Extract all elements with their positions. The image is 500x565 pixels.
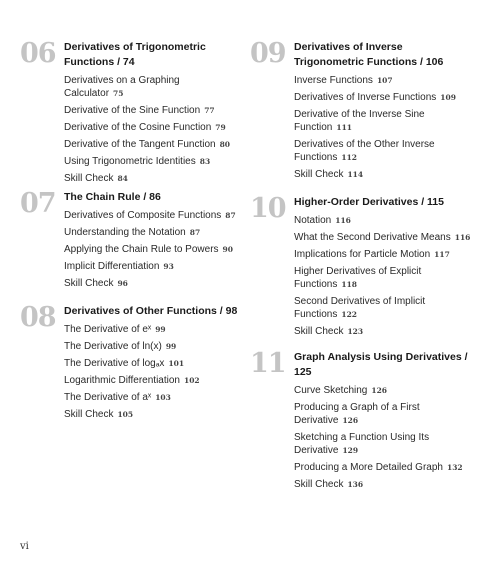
toc-entry[interactable] [64,408,239,421]
entry-page: 93 [163,262,174,271]
toc-entry[interactable] [294,168,474,181]
entry-page: 112 [341,153,358,162]
entry-text: Using Trigonometric Identities [64,156,196,167]
entry-page: 117 [434,250,450,259]
entry-text: Implications for Particle Motion [294,249,431,260]
chapter-number: 08 [20,302,56,333]
toc-entry[interactable] [64,74,239,100]
chapter-number: 11 [250,348,286,379]
entry-page: 79 [215,123,226,132]
entry-text: Skill Check [294,326,344,337]
entry-text: The Derivative of eˣ [64,324,152,335]
entry-page: 84 [117,174,128,183]
toc-entry[interactable] [294,108,474,134]
chapter-number: 07 [20,188,56,219]
entry-page: 75 [113,89,124,98]
toc-entry[interactable] [294,325,474,338]
entry-text: Implicit Differentiation [64,261,160,272]
entry-text: Logarithmic Differentiation [64,375,180,386]
chapter-number: 09 [250,38,286,69]
entry-text: The Derivative of aˣ [64,392,152,403]
entry-page: 99 [155,325,166,334]
entry-page: 80 [219,140,231,149]
toc-entry[interactable] [294,74,474,87]
entry-text: Derivative of the Tangent Function [64,139,216,150]
entry-text: Derivative of the Sine Function [64,105,201,116]
entry-page: 122 [341,310,358,319]
toc-entry[interactable] [64,391,239,404]
chapter-number: 10 [250,193,286,224]
chapter-title: Higher-Order Derivatives / 115 [294,196,444,208]
toc-entry[interactable] [294,384,474,397]
entry-text: Derivatives of Composite Functions [64,210,222,221]
entry-page: 114 [347,170,364,179]
entry-page: 107 [376,76,393,85]
entry-page: 123 [347,327,364,336]
toc-entry[interactable] [294,401,474,427]
entry-text: Higher Derivatives of Explicit Functions [294,266,422,290]
toc-entry[interactable] [64,121,239,134]
entry-page: 103 [155,393,171,402]
toc-entry[interactable] [294,478,474,491]
entry-text: The Derivative of logₐx [64,358,165,369]
entry-page: 116 [335,216,351,225]
toc-entry[interactable] [294,295,474,321]
entry-page: 105 [117,410,134,419]
toc-entry[interactable] [294,91,474,104]
entry-text: Applying the Chain Rule to Powers [64,244,219,255]
entry-text: Skill Check [64,173,114,184]
entry-text: Derivatives on a Graphing Calculator [64,75,180,99]
toc-entry[interactable] [64,260,239,273]
toc-entry[interactable] [64,340,239,353]
entry-text: Notation [294,215,332,226]
toc-entry[interactable] [294,231,474,244]
entry-page: 136 [347,480,364,489]
entry-text: Second Derivatives of Implicit Functions [294,296,426,320]
toc-entry[interactable] [64,374,239,387]
entry-page: 101 [168,359,185,368]
toc-entry[interactable] [64,155,239,168]
entry-text: Sketching a Function Using Its Derivative [294,432,430,456]
chapter-title: Derivatives of Trigonometric Functions / 74 [64,41,206,68]
toc-entry[interactable] [64,209,239,222]
toc-entry[interactable] [64,172,239,185]
entry-text: Skill Check [294,169,344,180]
entry-text: Skill Check [64,409,114,420]
entry-text: Skill Check [294,479,344,490]
entry-page: 126 [342,416,359,425]
entry-page: 90 [222,245,233,254]
entry-text: Derivatives of the Other Inverse Functions [294,139,435,163]
toc-entry[interactable] [294,461,474,474]
toc-entry[interactable] [64,138,239,151]
entry-page: 118 [341,280,358,289]
toc-entry[interactable] [294,138,474,164]
toc-entry[interactable] [294,214,474,227]
toc-entry[interactable] [64,323,239,336]
entry-page: 126 [371,386,388,395]
entry-text: The Derivative of ln(x) [64,341,162,352]
entry-page: 99 [165,342,177,351]
entry-page: 77 [204,106,215,115]
entry-page: 96 [117,279,128,288]
entry-page: 116 [454,233,471,242]
entry-page: 132 [446,463,463,472]
toc-entry[interactable] [294,431,474,457]
toc-entry[interactable] [64,277,239,290]
entry-page: 111 [336,123,353,132]
entry-page: 102 [184,376,200,385]
entry-text: Curve Sketching [294,385,368,396]
chapter-title: The Chain Rule / 86 [64,191,161,203]
toc-entry[interactable] [294,265,474,291]
entry-text: Inverse Functions [294,75,373,86]
chapter-title: Derivatives of Inverse Trigonometric Functions / 106 [294,41,444,68]
toc-entry[interactable] [294,248,474,261]
entry-page: 87 [189,228,201,237]
entry-text: Producing a More Detailed Graph [294,462,443,473]
entry-text: Derivative of the Inverse Sine Function [294,109,425,133]
entry-page: 87 [225,211,236,220]
toc-entry[interactable] [64,357,239,370]
entry-text: Skill Check [64,278,114,289]
entry-text: What the Second Derivative Means [294,232,451,243]
page-folio: vi [20,541,29,552]
entry-page: 129 [342,446,359,455]
chapter-title: Derivatives of Other Functions / 98 [64,305,238,317]
toc-entry[interactable] [64,226,239,239]
chapter-number: 06 [20,38,56,69]
entry-text: Understanding the Notation [64,227,186,238]
toc-entry[interactable] [64,104,239,117]
entry-text: Derivatives of Inverse Functions [294,92,437,103]
entry-page: 83 [199,157,211,166]
entry-page: 109 [440,93,456,102]
toc-entry[interactable] [64,243,239,256]
entry-text: Producing a Graph of a First Derivative [294,402,420,426]
chapter-title: Graph Analysis Using Derivatives / 125 [294,351,468,378]
entry-text: Derivative of the Cosine Function [64,122,212,133]
